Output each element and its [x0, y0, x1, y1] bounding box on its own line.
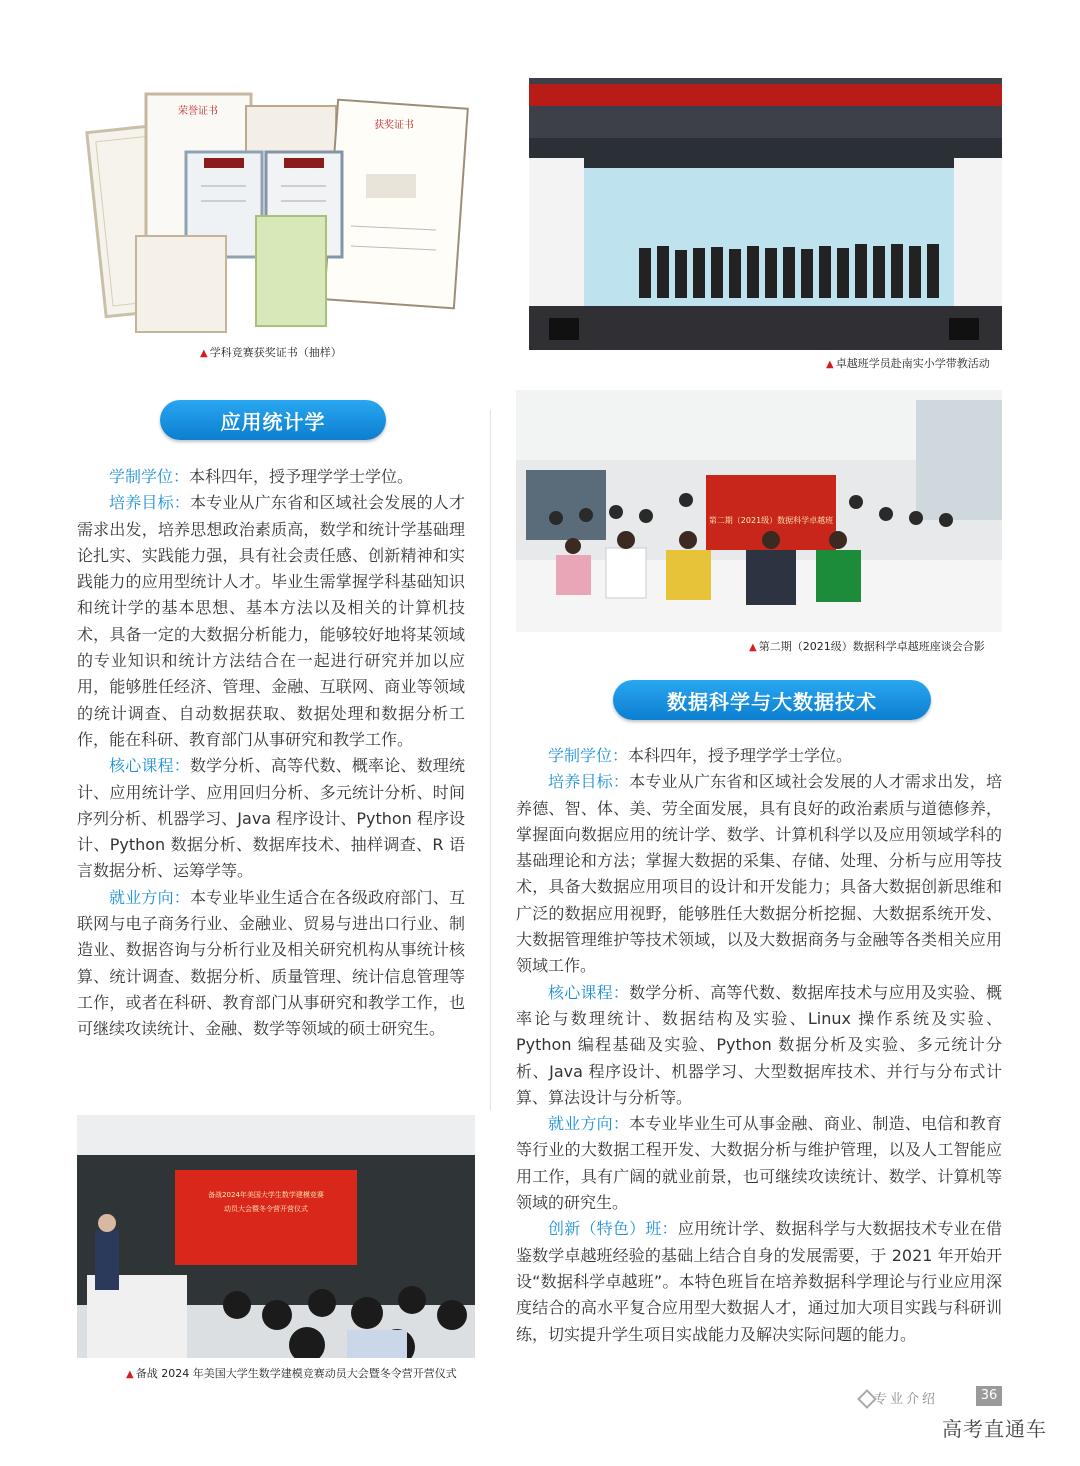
- triangle-icon: ▲: [200, 348, 208, 359]
- s1-courses-text: 数学分析、高等代数、概率论、数理统计、应用统计学、应用回归分析、多元统计分析、时间序列分析、机器学习、Java 程序设计、Python 程序设计、Python 数据分析、数据库技术、抽样调查、R 语言数据分析、运筹学等。: [77, 756, 465, 881]
- s2-courses-label: 核心课程：: [548, 982, 630, 1002]
- triangle-icon: ▲: [826, 359, 834, 370]
- caption-meeting: [749, 638, 985, 654]
- s1-degree-text: 本科四年，授予理学学士学位。: [189, 467, 414, 486]
- meeting-illustration: [516, 390, 1002, 632]
- section-title-data-science: 数据科学与大数据技术: [613, 680, 931, 720]
- s2-careers-label: 就业方向：: [548, 1114, 630, 1134]
- meeting-photo: [516, 390, 1002, 632]
- s2-special-class-text: 应用统计学、数据科学与大数据技术专业在借鉴数学卓越班经验的基础上结合自身的发展需要，于 2021 年开始开设“数据科学卓越班”。本特色班旨在培养数据科学理论与行业应用深度结合的高水平复合应用型大数据人才，通过加大项目实践与科研训练，切实提升学生项目实战能力及解决实际问题的能力。: [516, 1219, 1002, 1344]
- s2-courses: [516, 980, 1002, 1111]
- s1-courses: [77, 753, 465, 884]
- s2-careers-text: 本专业毕业生可从事金融、商业、制造、电信和教育等行业的大数据工程开发、大数据分析与维护管理，以及人工智能应用工作，具有广阔的就业前景，也可继续攻读统计、数学、计算机等领域的研究生。: [516, 1114, 1002, 1213]
- s2-courses-text: 数学分析、高等代数、数据库技术与应用及实验、概率论与数理统计、数据结构及实验、Linux 操作系统及实验、Python 编程基础及实验、Python 数据分析及实验、多元统计分析、Java 程序设计、机器学习、大型数据库技术、并行与分布式计算、算法设计与分析等。: [516, 982, 1002, 1107]
- s2-goal-text: 本专业从广东省和区域社会发展的人才需求出发，培养德、智、体、美、劳全面发展，具有良好的政治素质与道德修养，掌握面向数据应用的统计学、数学、计算机科学以及应用领域学科的基础理论和方法；掌握大数据的采集、存储、处理、分析与应用等技术，具备大数据应用项目的设计和开发能力；具备大数据创新思维和广泛的数据应用视野，能够胜任大数据分析挖掘、大数据系统开发、大数据管理维护等技术领域，以及大数据商务与金融等各类相关应用领域工作。: [516, 772, 1002, 976]
- s2-degree-label: 学制学位：: [548, 746, 629, 765]
- classroom-illustration: [77, 1115, 475, 1358]
- cert-a-title: 荣誉证书: [178, 106, 218, 117]
- column-divider: [490, 410, 491, 1110]
- modeling-contest-photo: [77, 1115, 475, 1358]
- caption-teaching: [826, 355, 990, 371]
- s2-degree: [516, 743, 1002, 769]
- caption-teaching-text: 卓越班学员赴南实小学带教活动: [835, 357, 990, 370]
- page-number: 36: [976, 1386, 1002, 1406]
- caption-modeling: [126, 1365, 457, 1381]
- triangle-icon: ▲: [126, 1369, 134, 1380]
- meeting-banner-text: 第二期（2021级）数据科学卓越班: [708, 516, 834, 525]
- caption-certificates: [200, 344, 342, 360]
- s1-goal-text: 本专业从广东省和区域社会发展的人才需求出发，培养思想政治素质高，数学和统计学基础理论扎实、实践能力强，具有社会责任感、创新精神和实践能力的应用型统计人才。毕业生需掌握学科基础知识和统计学的基本思想、基本方法以及相关的计算机技术，具备一定的大数据分析能力，能够较好地将某领域的专业知识和统计方法结合在一起进行研究并加以应用，能够胜任经济、管理、金融、互联网、商业等领域的统计调查、自动数据获取、数据处理和数据分析工作，能在科研、教育部门从事研究和教学工作。: [77, 493, 465, 749]
- s2-special-class-label: 创新（特色）班：: [548, 1219, 678, 1239]
- applied-statistics-body: [77, 464, 465, 1043]
- s2-degree-text: 本科四年，授予理学学士学位。: [628, 746, 853, 765]
- watermark-text: 高考直通车: [942, 1417, 1047, 1441]
- slide-line-1: 备战2024年美国大学生数学建模竞赛: [208, 1191, 324, 1199]
- caption-meeting-text: 第二期（2021级）数据科学卓越班座谈会合影: [758, 640, 985, 653]
- s1-degree: [77, 464, 465, 490]
- s1-careers: [77, 885, 465, 1043]
- s1-careers-label: 就业方向：: [109, 887, 190, 907]
- triangle-icon: ▲: [749, 642, 757, 653]
- caption-modeling-text: 备战 2024 年美国大学生数学建模竞赛动员大会暨冬令营开营仪式: [135, 1367, 457, 1380]
- cert-b-title: 获奖证书: [374, 120, 414, 131]
- s2-goal: [516, 769, 1002, 979]
- s2-special-class: [516, 1216, 1002, 1347]
- section-title-applied-statistics: 应用统计学: [160, 400, 386, 440]
- s1-degree-label: 学制学位：: [109, 467, 190, 486]
- certificates-illustration: [76, 86, 480, 340]
- certificates-photo: [76, 86, 480, 340]
- s1-goal: [77, 490, 465, 753]
- slide-line-2: 动员大会暨冬令营开营仪式: [224, 1205, 308, 1213]
- s2-careers: [516, 1111, 1002, 1216]
- teaching-activity-photo: [529, 78, 1002, 350]
- s1-goal-label: 培养目标：: [109, 493, 190, 513]
- data-science-body: [516, 743, 1002, 1348]
- footer-section-label: 专业介绍: [874, 1392, 939, 1407]
- caption-certificates-text: 学科竞赛获奖证书（抽样）: [209, 346, 342, 359]
- s1-careers-text: 本专业毕业生适合在各级政府部门、互联网与电子商务行业、金融业、贸易与进出口行业、制造业、数据咨询与分析行业及相关研究机构从事统计核算、统计调查、数据分析、质量管理、统计信息管理等工作，或者在科研、教育部门从事研究和教学工作，也可继续攻读统计、金融、数学等领域的硕士研究生。: [77, 887, 465, 1039]
- s1-courses-label: 核心课程：: [109, 756, 190, 776]
- s2-goal-label: 培养目标：: [548, 772, 630, 792]
- stage-illustration: [529, 78, 1002, 350]
